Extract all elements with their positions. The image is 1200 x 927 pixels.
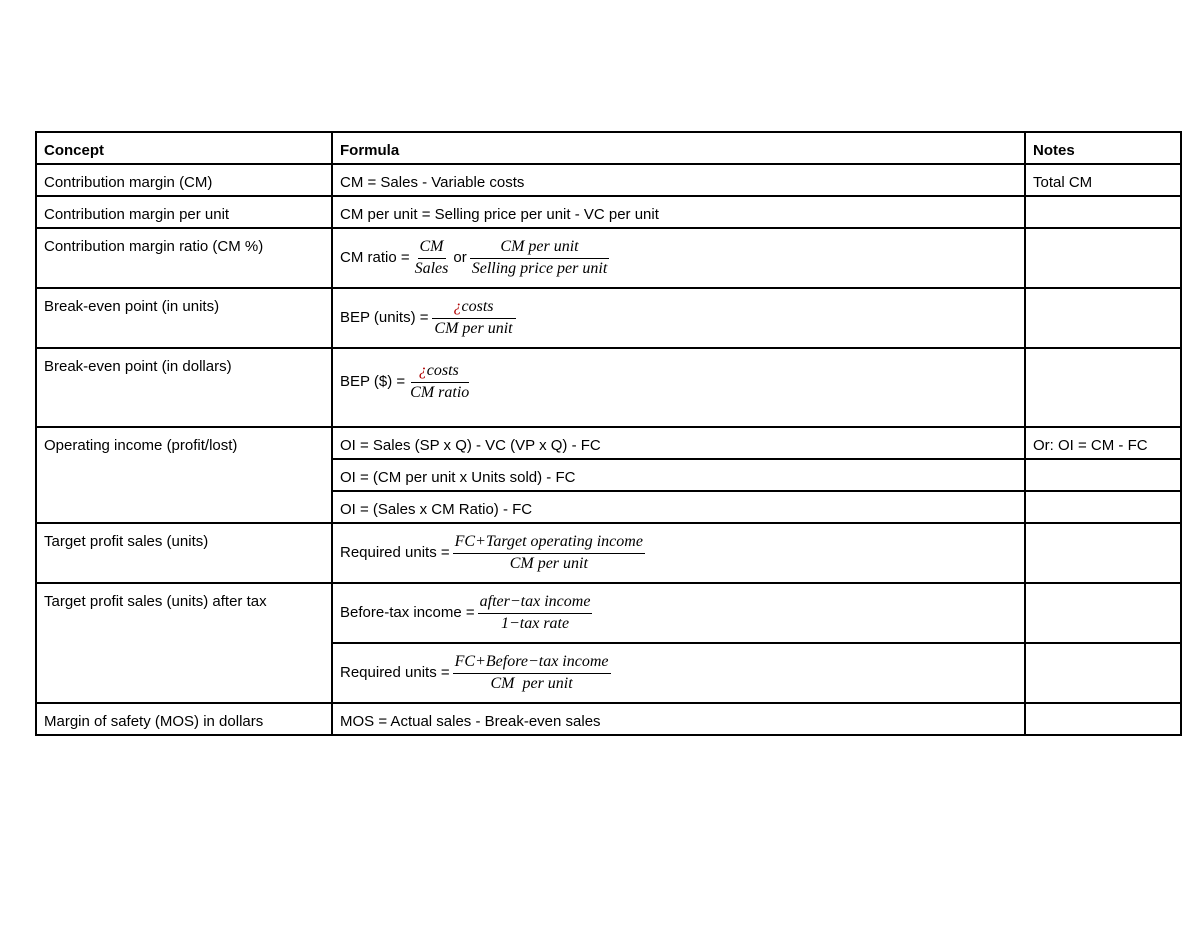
header-notes: Notes: [1025, 132, 1181, 164]
formula-prefix: Before-tax income =: [340, 604, 475, 621]
bep-units-formula: [340, 298, 519, 338]
formula-cell: [332, 228, 1025, 288]
fraction-denominator: CM per unit: [434, 319, 513, 337]
notes-cell: [1025, 288, 1181, 348]
notes-cell: [1025, 643, 1181, 703]
numerator-text: costs: [461, 298, 494, 316]
formula-prefix: Required units =: [340, 544, 450, 561]
notes-cell: [1025, 583, 1181, 643]
concept-cell: Operating income (profit/lost): [36, 427, 332, 523]
formula-cell: [332, 583, 1025, 643]
fraction-numerator: FC+Before−tax income: [453, 653, 611, 673]
fraction-denominator: CM per unit: [509, 554, 588, 572]
table-row: [36, 427, 1181, 459]
formula-cell: [332, 643, 1025, 703]
unknown-glyph: ¿: [453, 298, 462, 316]
notes-cell: [1025, 348, 1181, 427]
table-row: [36, 196, 1181, 228]
table-row: [36, 228, 1181, 288]
before-tax-formula: [340, 593, 595, 633]
concept-cell: Break-even point (in dollars): [36, 348, 332, 427]
fraction-denominator: Sales: [414, 259, 449, 277]
fraction: [470, 238, 610, 278]
fraction: [453, 533, 645, 573]
concept-cell: Target profit sales (units): [36, 523, 332, 583]
target-units-formula: [340, 533, 648, 573]
concept-cell: Margin of safety (MOS) in dollars: [36, 703, 332, 735]
notes-cell: [1025, 459, 1181, 491]
fraction-denominator: CM per unit: [490, 674, 573, 692]
table-row: [36, 348, 1181, 427]
formula-cell: [332, 348, 1025, 427]
concept-cell: Contribution margin per unit: [36, 196, 332, 228]
fraction-numerator: [411, 362, 469, 382]
notes-cell: Total CM: [1025, 164, 1181, 196]
header-formula: Formula: [332, 132, 1025, 164]
notes-cell: [1025, 196, 1181, 228]
header-row: [36, 132, 1181, 164]
header-concept: Concept: [36, 132, 332, 164]
fraction: [478, 593, 593, 633]
table-row: [36, 583, 1181, 643]
fraction-denominator: Selling price per unit: [471, 259, 608, 277]
formula-prefix: CM ratio =: [340, 249, 410, 266]
notes-cell: [1025, 228, 1181, 288]
formula-cell: [332, 523, 1025, 583]
fraction-numerator: [432, 298, 516, 318]
fraction: [408, 362, 471, 402]
concept-cell: Break-even point (in units): [36, 288, 332, 348]
unknown-glyph: ¿: [418, 362, 427, 380]
fraction-denominator: 1−tax rate: [500, 614, 570, 632]
formula-cell: OI = (CM per unit x Units sold) - FC: [332, 459, 1025, 491]
fraction: [432, 298, 516, 338]
concept-cell: Target profit sales (units) after tax: [36, 583, 332, 703]
formula-prefix: Required units =: [340, 664, 450, 681]
formula-table: [35, 131, 1182, 736]
notes-cell: [1025, 523, 1181, 583]
notes-cell: Or: OI = CM - FC: [1025, 427, 1181, 459]
required-units-formula: [340, 653, 614, 693]
formula-prefix: BEP (units) =: [340, 309, 429, 326]
numerator-text: costs: [426, 362, 459, 380]
fraction-numerator: CM per unit: [470, 238, 608, 258]
fraction-numerator: CM: [418, 238, 446, 258]
bep-dollars-formula: [340, 362, 474, 402]
fraction: [413, 238, 451, 278]
formula-cell: CM = Sales - Variable costs: [332, 164, 1025, 196]
fraction: [453, 653, 611, 693]
concept-cell: Contribution margin (CM): [36, 164, 332, 196]
fraction-denominator: CM ratio: [410, 383, 470, 401]
cm-ratio-formula: [340, 238, 612, 278]
formula-cell: [332, 288, 1025, 348]
table-row: [36, 288, 1181, 348]
table-row: [36, 164, 1181, 196]
notes-cell: [1025, 491, 1181, 523]
table-row: [36, 523, 1181, 583]
formula-cell: OI = (Sales x CM Ratio) - FC: [332, 491, 1025, 523]
formula-prefix: BEP ($) =: [340, 373, 406, 391]
fraction-numerator: FC+Target operating income: [453, 533, 645, 553]
or-text: or: [453, 249, 467, 266]
concept-cell: Contribution margin ratio (CM %): [36, 228, 332, 288]
table-row: [36, 703, 1181, 735]
formula-cell: OI = Sales (SP x Q) - VC (VP x Q) - FC: [332, 427, 1025, 459]
fraction-numerator: after−tax income: [478, 593, 593, 613]
formula-cell: MOS = Actual sales - Break-even sales: [332, 703, 1025, 735]
formula-cell: CM per unit = Selling price per unit - VC per unit: [332, 196, 1025, 228]
notes-cell: [1025, 703, 1181, 735]
